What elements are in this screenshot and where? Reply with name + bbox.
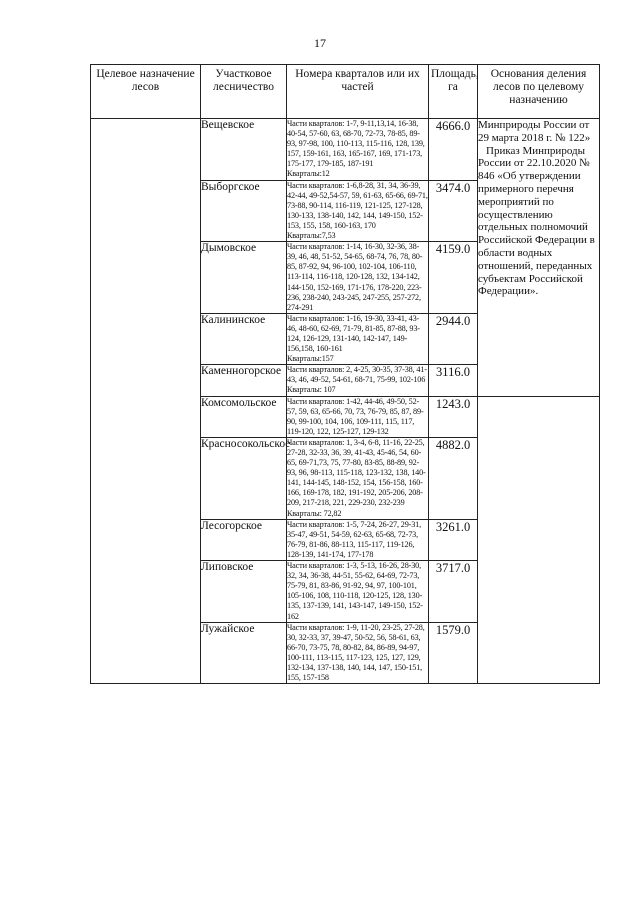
quarter-parts-text: Части кварталов: 1-7, 9-11,13,14, 16-38, 40-54, 57-60, 63, 68-70, 72-73, 78-85, 89-93, 97-98, 100, 110-113, 115-116, 128, 139, 157, 159-161, 163, 165-167, 169, 171-173, 175-177, 179-185, 187-191 [287, 119, 425, 169]
basis-cell [478, 119, 600, 397]
quarter-parts-text: Части кварталов: 1-3, 5-13, 16-26, 28-30, 32, 34, 36-38, 44-51, 55-62, 64-69, 72-73, 75-79, 81, 83-86, 91-92, 94, 97, 100-101, 105-106, 108, 110-118, 120-125, 128, 130-135, 137-139, 141, 143-147, 149-150, 152-162 [287, 561, 423, 621]
header-quarters: Номера кварталов или их частей [287, 65, 429, 119]
quarter-parts-text: Части кварталов: 1-42, 44-46, 49-50, 52-57, 59, 63, 65-66, 70, 73, 76-79, 85, 87, 89-90, 99-100, 104, 106, 109-111, 115, 117, 119-120, 122, 125-127, 129-132 [287, 396, 424, 436]
quarter-parts-text: Части кварталов: 1-5, 7-24, 26-27, 29-31, 35-47, 49-51, 54-59, 62-63, 65-68, 72-73, 76-79, 81-86, 88-113, 115-117, 119-126, 128-139, 141-174, 177-178 [287, 519, 422, 559]
district-name: Комсомольское [201, 396, 287, 437]
header-row [91, 65, 600, 119]
district-name: Вещевское [201, 119, 287, 181]
purpose-cell [91, 119, 201, 684]
quarter-parts-text: Части кварталов: 1-14, 16-30, 32-36, 38-39, 46, 48, 51-52, 54-65, 68-74, 76, 78, 80-85, 87-92, 94, 96-100, 102-104, 106-110, 113-114, 116-118, 120-128, 132, 134-142, 144-150, 152-169, 171-176, 178-220, 223-236, 238-240, 243-245, 247-255, 257-272, 274-291 [287, 242, 423, 312]
quarter-parts-text: Части кварталов: 2, 4-25, 30-35, 37-38, 41-43, 46, 49-52, 54-61, 68-71, 75-99, 102-106 [287, 365, 427, 385]
area-value: 1243.0 [429, 396, 478, 437]
page-number: 17 [314, 36, 326, 50]
quarter-numbers [287, 396, 429, 437]
area-value: 2944.0 [429, 313, 478, 364]
header-purpose: Целевое назначение лесов [91, 65, 201, 119]
area-value: 4666.0 [429, 119, 478, 181]
area-value: 4159.0 [429, 242, 478, 314]
area-value: 1579.0 [429, 622, 478, 684]
quarter-numbers [287, 119, 429, 181]
header-district: Участковое лесничество [201, 65, 287, 119]
area-value: 3717.0 [429, 561, 478, 623]
area-value: 4882.0 [429, 437, 478, 519]
quarter-parts-text: Части кварталов: 1-16, 19-30, 33-41, 43-46, 48-60, 62-69, 71-79, 81-85, 87-88, 93-124, 126-129, 131-140, 142-147, 149-156,158, 160-161 [287, 313, 420, 354]
whole-quarters-text: Кварталы: 107 [287, 385, 336, 395]
basis-order-2020: Приказ Минприроды России от 22.10.2020 № 846 «Об утверждении примерного перечня мероприятий по осуществлению отдельных полномочий Российской Федерации в области водных отношений, переданных субъектам Российской Федерации». [478, 144, 595, 298]
whole-quarters-text: Кварталы:12 [287, 169, 330, 179]
basis-cell-empty [478, 396, 600, 684]
district-name: Каменногорское [201, 365, 287, 396]
district-name: Лужайское [201, 622, 287, 684]
quarter-numbers [287, 622, 429, 684]
quarter-parts-text: Части кварталов: 1-6,8-28, 31, 34, 36-39, 42-44, 49-52,54-57, 59, 61-63, 65-66, 69-71, 73-88, 90-114, 116-119, 121-125, 127-128, 130-133, 138-140, 142, 144, 149-150, 152-153, 155, 158, 160-163, 170 [287, 180, 428, 230]
quarter-numbers [287, 437, 429, 519]
district-name: Дымовское [201, 242, 287, 314]
table-row [91, 119, 600, 181]
forest-division-table [90, 64, 600, 684]
quarter-numbers [287, 242, 429, 314]
district-name: Выборгское [201, 180, 287, 242]
quarter-parts-text: Части кварталов: 1, 3-4, 6-8, 11-16, 22-25, 27-28, 32-33, 36, 39, 41-43, 45-46, 54, 60-65, 69-71,73, 75, 77-80, 83-85, 88-89, 92-93, 96, 98-113, 115-118, 123-132, 138, 140-141, 144-145, 148-152, 154, 156-158, 160-166, 169-178, 182, 191-192, 205-206, 208-209, 217-218, 221, 229-230, 232-239 [287, 437, 426, 508]
area-value: 3474.0 [429, 180, 478, 242]
quarter-numbers [287, 519, 429, 560]
whole-quarters-text: Кварталы:7,53 [287, 231, 336, 241]
district-name: Калининское [201, 313, 287, 364]
quarter-parts-text: Части кварталов: 1-9, 11-20, 23-25, 27-28, 30, 32-33, 37, 39-47, 50-52, 56, 58-61, 63, 66-70, 73-75, 78, 80-82, 84, 86-89, 94-97, 100-111, 113-115, 117-123, 125, 127, 129, 132-134, 137-138, 140, 144, 147, 150-151, 155, 157-158 [287, 622, 425, 683]
area-value: 3261.0 [429, 519, 478, 560]
quarter-numbers [287, 561, 429, 623]
district-name: Липовское [201, 561, 287, 623]
header-basis: Основания деления лесов по целевому назначению [478, 65, 600, 119]
district-name: Лесогорское [201, 519, 287, 560]
basis-order-2018: Минприроды России от 29 марта 2018 г. № 122» [478, 119, 591, 144]
quarter-numbers [287, 313, 429, 364]
district-name: Красносокольское [201, 437, 287, 519]
area-value: 3116.0 [429, 365, 478, 396]
quarter-numbers [287, 365, 429, 396]
header-area: Площадь, га [429, 65, 478, 119]
whole-quarters-text: Кварталы:157 [287, 354, 334, 364]
quarter-numbers [287, 180, 429, 242]
whole-quarters-text: Кварталы: 72,82 [287, 508, 342, 518]
